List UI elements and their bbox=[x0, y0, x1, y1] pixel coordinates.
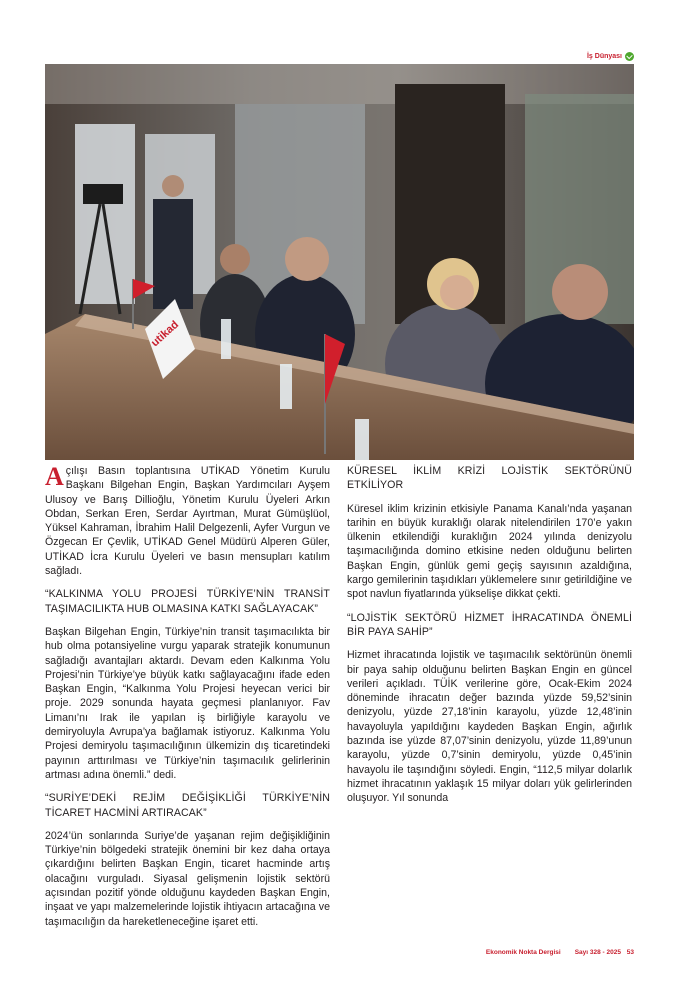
intro-paragraph: Açılışı Basın toplantısına UTİKAD Yönetim Kurulu Başkanı Bilgehan Engin, Başkan Yardımcıları Ayşem Ulusoy ve Barış Dillioğlu, Yönetim Kurulu Üyeleri Arkın Obdan, Serkan Eren, Serdar Ayırtman, Murat Gümüşlüol, Yüksel Kahraman, İbrahim Halil Delgezenli, Ayfer Vurgun ve Özgecan Er Çevlik, UTİKAD Genel Müdürü Alperen Güler, UTİKAD İcra Kurulu Üyeleri ve basın mensupları katılım sağladı. bbox=[45, 462, 330, 578]
article-column-right bbox=[347, 464, 632, 815]
paragraph-suriye: 2024’ün sonlarında Suriye’de yaşanan rejim değişikliğinin Türkiye’nin bölgedeki stratejik önemini bir kez daha ortaya çıkardığını belirten Başkan Engin, ticaret hacminde artış olacağını vurguladı. Siyasal gelişmenin lojistik sektörü açısından pozitif yönde olduğunu kaydeden Başkan Engin, inşaat ve yapı malzemelerinde lojistik ihtiyacın artacağına ve taşımacılığın da hareketleneceğine işaret etti. bbox=[45, 829, 330, 928]
paragraph-hizmet-ihracati: Hizmet ihracatında lojistik ve taşımacılık sektörünün önemli bir paya sahip olduğunu belirten Başkan Engin en güncel verileri açıkladı. TÜİK verilerine göre, Ocak-Ekim 2024 döneminde ihracatın değer bazında yüzde 59,52’sinin denizyolu, yüzde 27,18’inin karayolu, yüzde 12,48’inin havayoluyla yapıldığını kaydeden Başkan Engin, ağırlık bazında ise yüzde 87,07’sinin denizyolu, yüzde 11,89’unun karayolu, yüzde 0,7’sinin demiryolu, yüzde 0,45’inin havayolu ile taşındığını söyledi. Engin, “112,5 milyar dolarlık hizmet ihracatının yaklaşık 15 milyar doları yük gelirlerinden oluşuyor. Yıl sonunda bbox=[347, 649, 632, 805]
section-badge-icon bbox=[625, 52, 634, 61]
page-number: 53 bbox=[626, 949, 634, 956]
article-column-left bbox=[45, 464, 330, 938]
heading-kalkinma-yolu: “KALKINMA YOLU PROJESİ TÜRKİYE’NİN TRANSİT TAŞIMACILIKTA HUB OLMASINA KATKI SAĞLAYACAK” bbox=[45, 588, 330, 615]
section-label bbox=[587, 50, 634, 62]
dropcap: A bbox=[45, 462, 64, 491]
section-title: İş Dünyası bbox=[586, 52, 622, 60]
issue-number: Sayı 328 - 2025 bbox=[574, 949, 621, 956]
heading-iklim-krizi: KÜRESEL İKLİM KRİZİ LOJİSTİK SEKTÖRÜNÜ ETKİLİYOR bbox=[347, 465, 632, 492]
paragraph-kalkinma-yolu: Başkan Bilgehan Engin, Türkiye’nin transit taşımacılıkta bir hub olma potansiyeline vurgu yaparak stratejik konumunun sağladığı avantajları aktardı. Devam eden Kalkınma Yolu Projesi’nin Türkiye’ye büyük katkı sağlayacağını ifade eden Başkan Engin, “Kalkınma Yolu Projesi heyecan verici bir proje. 2029 sonunda hayata geçmesi planlanıyor. Fav Limanı’nı Irak ile yapılan iş birliğiyle karayolu ve demiryoluyla Avrupa’ya bağlamak istiyoruz. Kalkınma Yolu Projesi demiryolu taşımacılığının ülkemizin dış ticaretindeki payının arttırılması ve Türkiye’nin taşımacılık gelirlerinin artması adına önemli.” dedi. bbox=[45, 625, 330, 781]
page-footer bbox=[486, 949, 634, 956]
photo-illustration bbox=[45, 64, 634, 460]
heading-suriye: “SURİYE’DEKİ REJİM DEĞİŞİKLİĞİ TÜRKİYE’NİN TİCARET HACMİNİ ARTIRACAK” bbox=[45, 792, 330, 819]
heading-hizmet-ihracati: “LOJİSTİK SEKTÖRÜ HİZMET İHRACATINDA ÖNEMLİ BİR PAYA SAHİP” bbox=[347, 611, 632, 638]
magazine-name: Ekonomik Nokta Dergisi bbox=[485, 949, 561, 956]
paragraph-iklim-krizi: Küresel iklim krizinin etkisiyle Panama Kanalı’nda yaşanan tarihin en büyük kuraklığı olarak nitelendirilen 170’e yakın ülkenin etkilendiği kuraklığın 2024 yılında denizyolu taşımacılığında domino etkisine neden olduğunu belirten Başkan Engin, günlük gemi geçiş sayısının azaldığına, kargo gemilerinin taşıdıkları yüklemelere sınır getirildiğine ve spot navlun fiyatlarında yükselişe dikkat çekti. bbox=[347, 502, 632, 601]
utikad-flag-text: utikad bbox=[148, 318, 182, 350]
press-conference-photo bbox=[45, 64, 634, 460]
